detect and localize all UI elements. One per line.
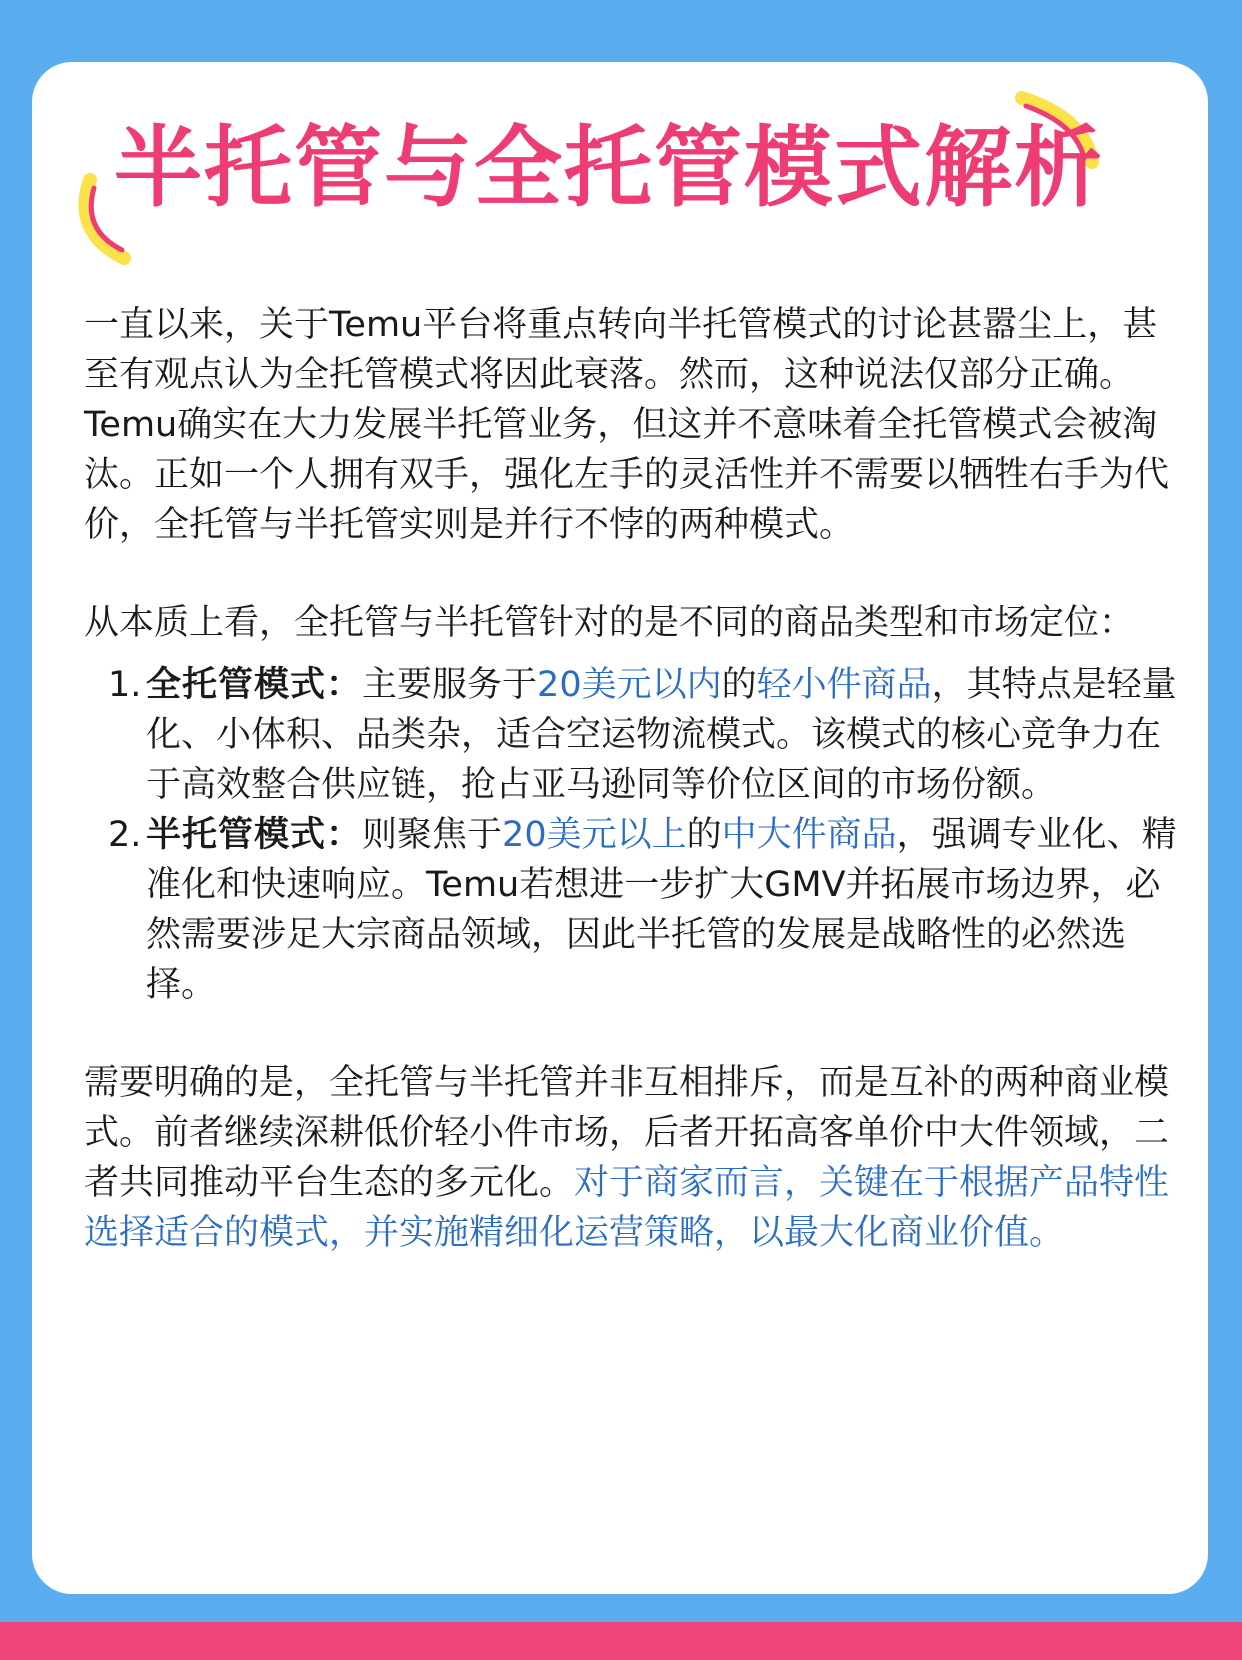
intro-paragraph: 一直以来，关于Temu平台将重点转向半托管模式的讨论甚嚣尘上，甚至有观点认为全托管模式将因此衰落。然而，这种说法仅部分正确。Temu确实在大力发展半托管业务，但这并不意味着全托管模式会被淘汰。正如一个人拥有双手，强化左手的灵活性并不需要以牺牲右手为代价，全托管与半托管实则是并行不悖的两种模式。 (84, 305, 1170, 545)
list-number: 1. (108, 665, 142, 705)
category-highlight: 中大件商品 (721, 815, 897, 855)
conclusion-paragraph: 需要明确的是，全托管与半托管并非互相排斥，而是互补的两种商业模式。前者继续深耕低价轻小件市场，后者开拓高客单价中大件领域，二者共同推动平台生态的多元化。对于商家而言，关键在于根据产品特性选择适合的模式，并实施精细化运营策略，以最大化商业价值。 (84, 1063, 1170, 1253)
category-highlight: 轻小件商品 (756, 665, 932, 705)
list-number: 2. (108, 815, 142, 855)
article-body (84, 300, 1190, 1258)
content-card (32, 62, 1208, 1594)
list-item: 1. 全托管模式：主要服务于20美元以内的轻小件商品，其特点是轻量化、小体积、品类杂，适合空运物流模式。该模式的核心竞争力在于高效整合供应链，抢占亚马逊同等价位区间的市场份额。 (84, 660, 1190, 810)
mode-list (84, 660, 1190, 1010)
title-area (32, 62, 1208, 302)
conclusion-highlight: 对于商家而言，关键在于根据产品特性选择适合的模式，并实施精细化运营策略，以最大化商业价值。 (84, 1163, 1170, 1253)
bottom-stripe (0, 1622, 1242, 1660)
overview-paragraph: 从本质上看，全托管与半托管针对的是不同的商品类型和市场定位： (84, 603, 1135, 643)
list-item-label: 全托管模式 (146, 665, 327, 705)
price-highlight: 20美元以上 (502, 815, 687, 855)
price-highlight: 20美元以内 (537, 665, 722, 705)
list-item-label: 半托管模式 (146, 815, 327, 855)
list-item: 2. 半托管模式：则聚焦于20美元以上的中大件商品，强调专业化、精准化和快速响应。Temu若想进一步扩大GMV并拓展市场边界，必然需要涉足大宗商品领域，因此半托管的发展是战略性的必然选择。 (84, 810, 1190, 1010)
page-title: 半托管与全托管模式解析 (114, 116, 1105, 219)
